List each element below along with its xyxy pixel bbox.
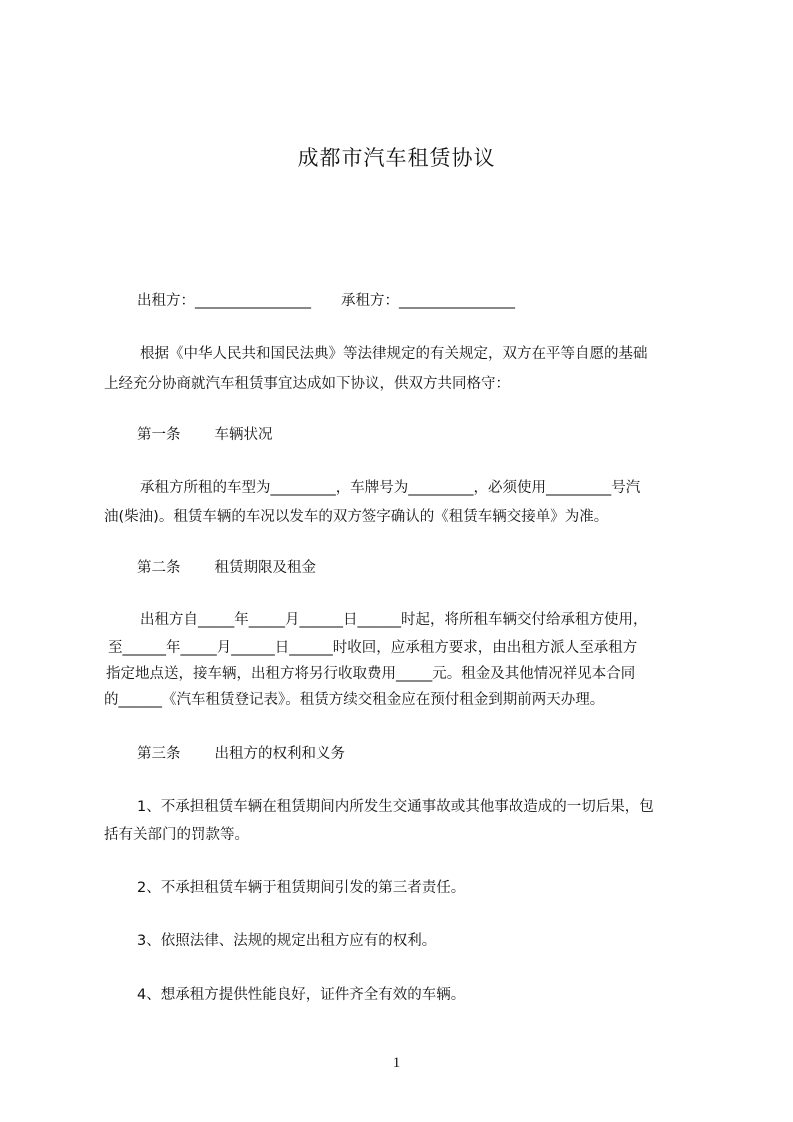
article-2-heading bbox=[137, 558, 316, 578]
article-3-title: 出租方的权利和义务 bbox=[214, 746, 345, 762]
page-number: 1 bbox=[392, 1055, 401, 1071]
article-1-number: 第一条 bbox=[137, 427, 181, 443]
article-2-line-3: 指定地点送，接车辆，出租方将另行收取费用_____元。租金及其他情况祥见本合同 bbox=[106, 666, 636, 682]
article-3-number: 第三条 bbox=[137, 746, 181, 762]
article-2-line-4: 的______《汽车租赁登记表》。租赁方续交租金应在预付租金到期前两天办理。 bbox=[104, 692, 605, 708]
article-3-item-3: 3、依照法律、法规的规定出租方应有的权利。 bbox=[137, 933, 437, 949]
article-1-line-1: 承租方所租的车型为_________，车牌号为_________，必须使用_________号汽 bbox=[140, 480, 641, 496]
article-1-line-2: 油(柴油)。租赁车辆的车况以发车的双方签字确认的《租赁车辆交接单》为准。 bbox=[104, 509, 609, 525]
article-3-item-1-line-2: 括有关部门的罚款等。 bbox=[104, 827, 249, 843]
intro-line-1: 根据《中华人民共和国民法典》等法律规定的有关规定，双方在平等自愿的基础 bbox=[140, 346, 648, 362]
page-title: 成都市汽车租赁协议 bbox=[297, 146, 496, 170]
intro-line-2: 上经充分协商就汽车租赁事宜达成如下协议，供双方共同格守： bbox=[104, 376, 510, 392]
article-3-item-4: 4、想承租方提供性能良好，证件齐全有效的车辆。 bbox=[137, 987, 466, 1003]
article-1-title: 车辆状况 bbox=[214, 427, 273, 443]
article-3-item-2: 2、不承担租赁车辆于租赁期间引发的第三者责任。 bbox=[137, 880, 466, 896]
article-2-line-2: 至______年_____月______日______时收回，应承租方要求，由出租方派人至承租方 bbox=[108, 640, 638, 656]
article-2-title: 租赁期限及租金 bbox=[214, 560, 316, 576]
article-2-line-1: 出租方自_____年_____月______日______时起，将所租车辆交付给承租方使用， bbox=[140, 612, 648, 628]
article-2-number: 第二条 bbox=[137, 560, 181, 576]
article-3-heading bbox=[137, 744, 345, 764]
lessor-field: 出租方：________________ bbox=[137, 293, 311, 309]
article-3-item-1-line-1: 1、不承担租赁车辆在租赁期间内所发生交通事故或其他事故造成的一切后果，包 bbox=[137, 799, 654, 815]
parties-line bbox=[137, 291, 515, 311]
lessee-field: 承租方：________________ bbox=[341, 293, 515, 309]
article-1-heading bbox=[137, 425, 273, 445]
